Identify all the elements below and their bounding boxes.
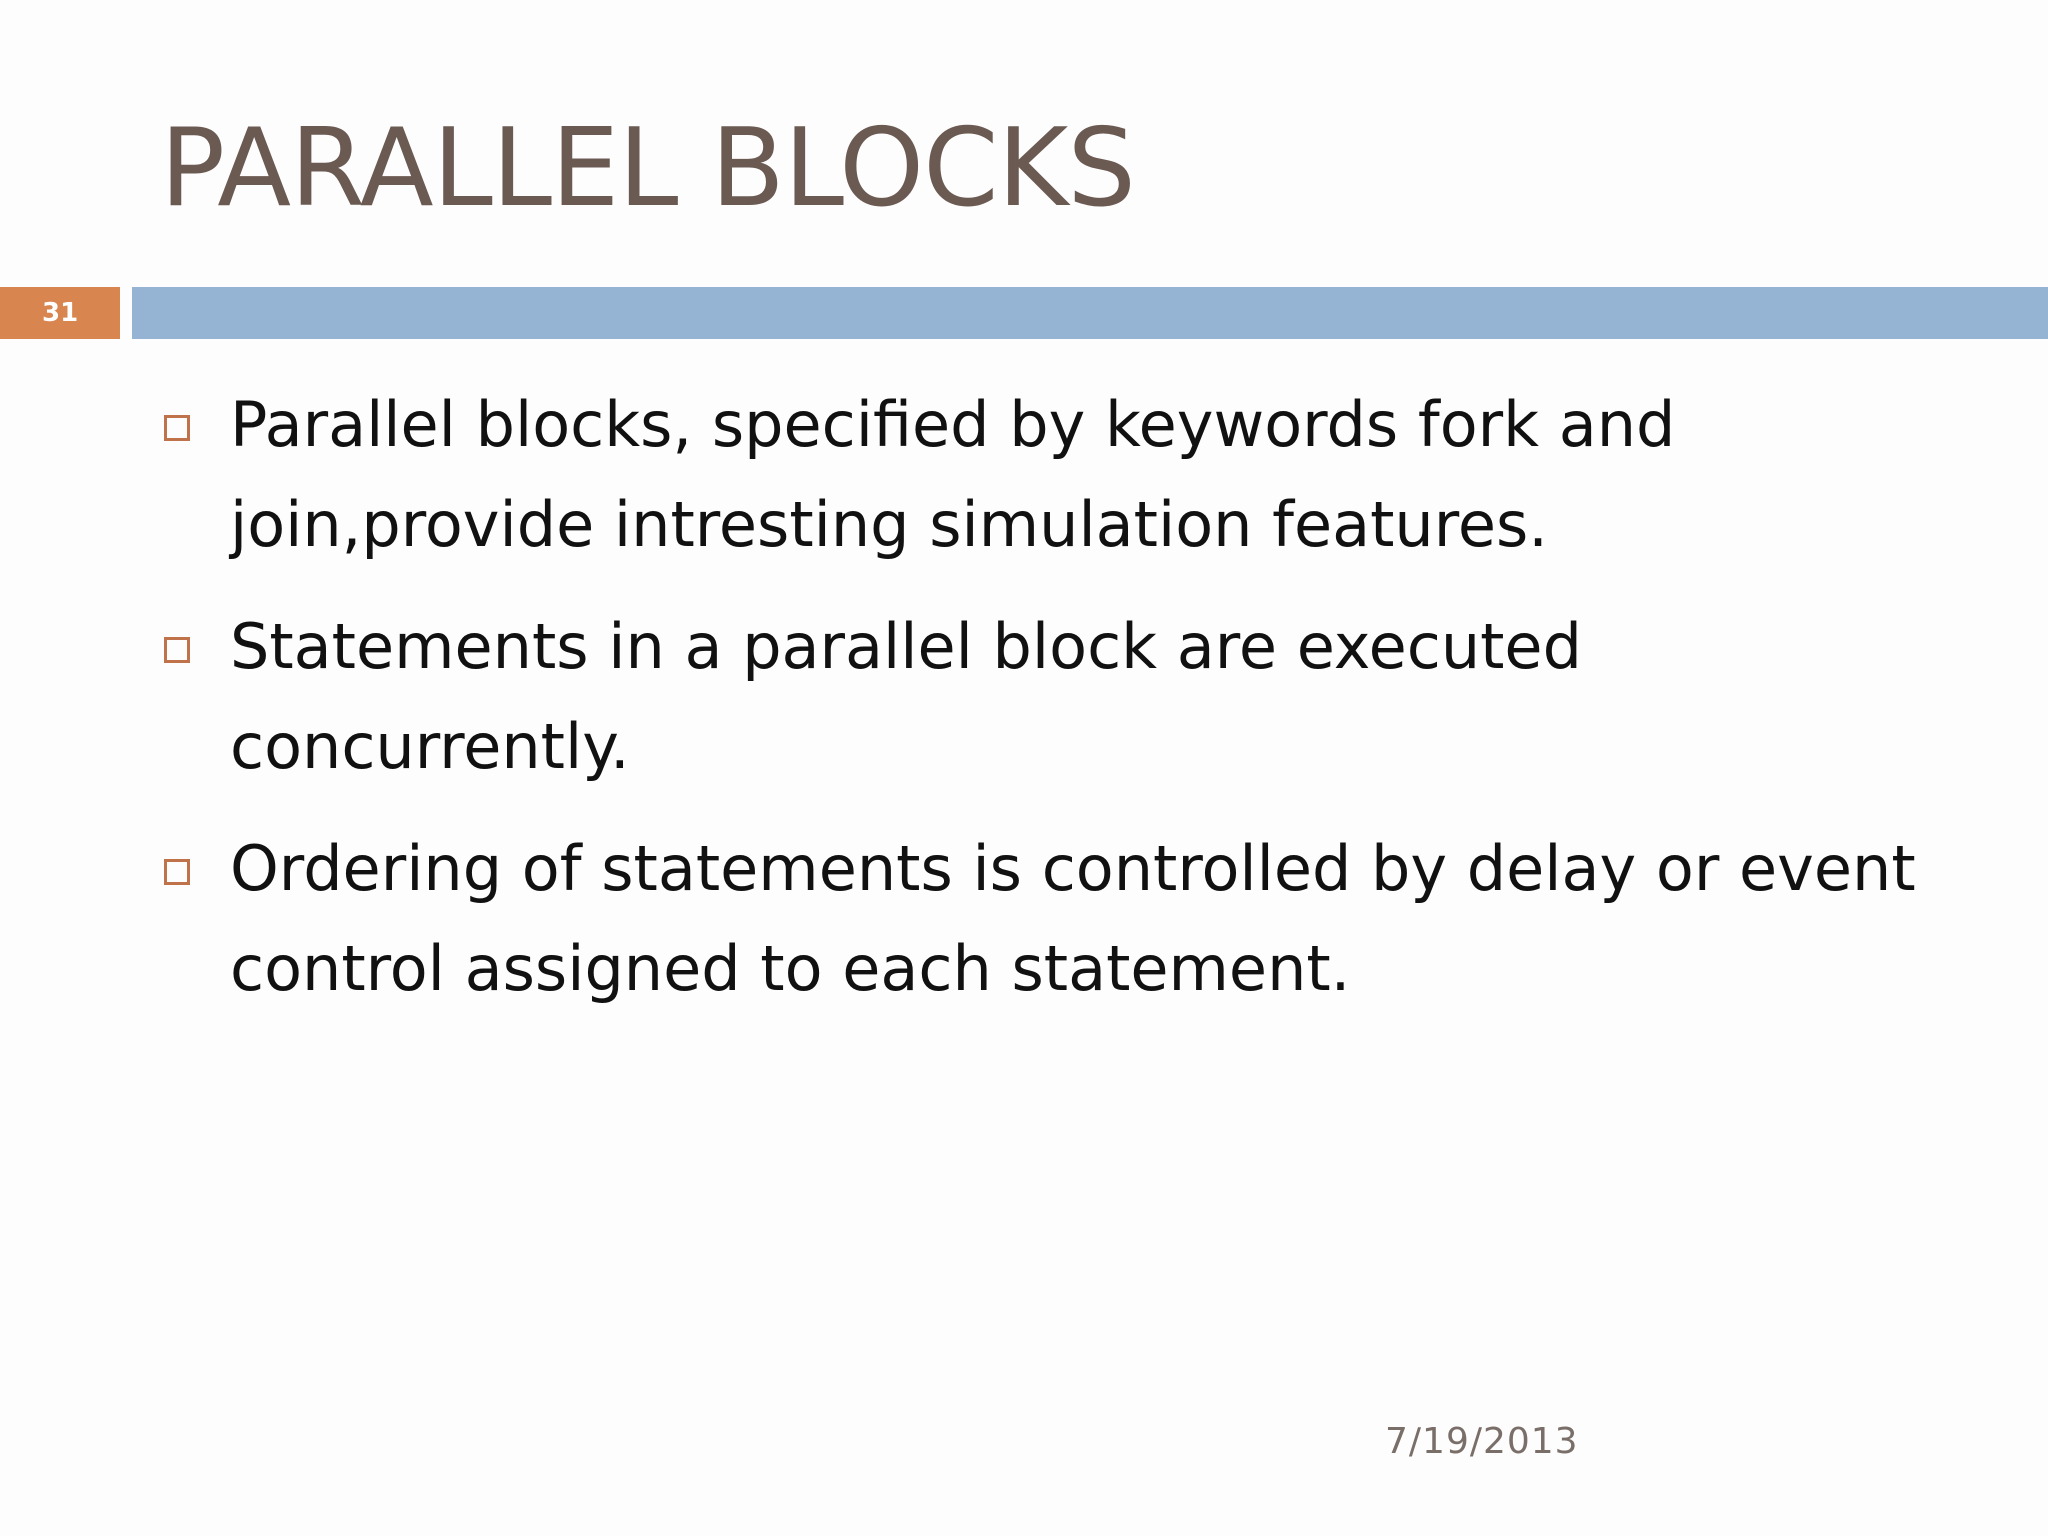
slide-number: 31: [0, 287, 120, 339]
header-divider-bar: [132, 287, 2048, 339]
square-bullet-icon: [164, 415, 190, 441]
footer-date: 7/19/2013: [1385, 1421, 1579, 1462]
bullet-list: [160, 375, 1920, 1041]
slide-title: PARALLEL BLOCKS: [160, 106, 1135, 231]
square-bullet-icon: [164, 637, 190, 663]
bullet-text: Ordering of statements is controlled by delay or event control assigned to each statement.: [230, 832, 1916, 1005]
bullet-item: [160, 375, 1920, 575]
bullet-item: [160, 819, 1920, 1019]
bullet-text: Statements in a parallel block are executed concurrently.: [230, 610, 1582, 783]
square-bullet-icon: [164, 859, 190, 885]
bullet-item: [160, 597, 1920, 797]
bullet-text: Parallel blocks, specified by keywords fork and join,provide intresting simulation features.: [230, 388, 1676, 561]
